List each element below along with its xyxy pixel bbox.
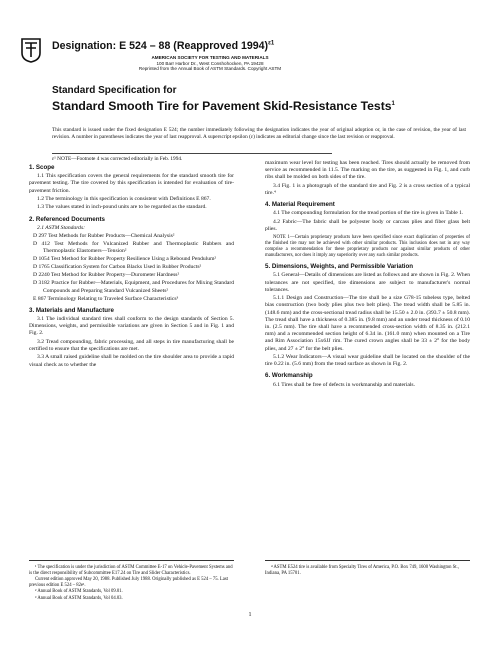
paragraph: maximum wear level for testing has been reached. Tires should actually be removed from service as recommended in 11.5. The marking on the tire, as suggested in Fig. 1, and curb ribs shall be molded on both sides of the tire. xyxy=(265,160,470,181)
paragraph: 1.1 This specification covers the general requirements for the standard smooth tire for pavement testing. The tire covered by this specification is intended for evaluation of tire-pavement friction. xyxy=(29,173,234,194)
publisher-block xyxy=(40,55,380,72)
astm-logo-icon xyxy=(20,37,42,63)
paragraph: 3.2 Tread compounding, fabric processing, and all steps in tire manufacturing shall be certified to ensure that the specifications are met. xyxy=(29,338,234,352)
paragraph: 1.2 The terminology in this specification is consistent with Definitions E 867. xyxy=(37,196,211,202)
reference-item: D 2240 Test Method for Rubber Property—Durometer Hardness² xyxy=(33,272,180,279)
paragraph: 5.1.2 Wear Indicators—A visual wear guideline shall be located on the shoulder of the tire 0.22 in. (5.6 mm) from the tread surface as shown in Fig. 2. xyxy=(265,354,470,368)
paragraph: 2.1 ASTM Standards: xyxy=(37,224,86,231)
publisher-address: 100 Barr Harbor Dr., West Conshohocken, PA 19428 xyxy=(156,60,264,66)
paragraph: 3.1 The individual standard tires shall conform to the design standards of Section 5. Dimensions, weights, and permissible variations are given in Section 5 and in Fig. 1 and Fig. 2. xyxy=(29,316,234,337)
left-column xyxy=(29,160,234,370)
intro-paragraph: This standard is issued under the fixed designation E 524; the number immediately following the designation indicates the year of original adoption or, in the case of revision, the year of last revision. A number in parentheses indicates the year of last reapproval. A superscript epsilon (ε) indicates an editorial change since the last revision or reapproval. xyxy=(52,127,466,140)
right-column xyxy=(265,160,470,390)
paragraph: 3.3 A small raised guideline shall be molded on the tire shoulder area to provide a rapid visual check as to whether the xyxy=(29,354,234,368)
footnote: ¹ The specification is under the jurisdiction of ASTM Committee E-17 on Vehicle-Pavement Systems and is the direct responsibility of Subcommittee E17.24 on Tire and Slider Characteristics. xyxy=(29,565,233,576)
section-heading-dimensions: 5. Dimensions, Weights, and Permissible Variation xyxy=(265,263,414,271)
footnote: ³ Annual Book of ASTM Standards, Vol 04.03. xyxy=(35,595,123,601)
publisher-reprint: Reprinted from the Annual Book of ASTM Standards. Copyright ASTM xyxy=(138,66,282,72)
intro-note: ε¹ NOTE—Footnote 4 was corrected editorially in Feb. 1994. xyxy=(52,153,332,163)
section-heading-workmanship: 6. Workmanship xyxy=(265,372,313,380)
reference-item: D 1765 Classification System for Carbon Blacks Used in Rubber Products² xyxy=(33,264,202,271)
reference-item: D 1054 Test Method for Rubber Property Resilience Using a Rebound Pendulum² xyxy=(33,256,217,263)
reference-item: E 867 Terminology Relating to Traveled Surface Characteristics³ xyxy=(33,295,179,302)
page-number: 1 xyxy=(248,612,252,618)
designation: Designation: E 524 – 88 (Reapproved 1994)$^{\varepsilon 1}$ xyxy=(52,40,275,52)
note: NOTE 1—Certain proprietary products have been specified since exact duplication of properties of the finished tire may not be achieved with other similar products. This inclusion does not in any way comprise a recommendation for these proprietary products nor against similar products of other manufacturers, nor does it imply any superiority over any such similar products. xyxy=(265,235,470,259)
footnote: ² Annual Book of ASTM Standards, Vol 09.01. xyxy=(35,589,123,595)
document-title xyxy=(52,85,395,113)
paragraph: 6.1 Tires shall be free of defects in workmanship and materials. xyxy=(273,381,415,388)
paragraph: 3.4 Fig. 1 is a photograph of the standard tire and Fig. 2 is a cross section of a typical tire.⁴ xyxy=(265,182,470,196)
title-line-1: Standard Specification for xyxy=(52,85,177,96)
paragraph: 5.1.1 Design and Construction—The tire shall be a size G78-15 tubeless type, belted bias construction (two body plies plus two belt plies). The tread width shall be 5.85 in. (148.6 mm) and the cross-sectional tread radius shall be 15.50 ± 2.0 in. (393.7 ± 50.8 mm). The tread shall have a thickness of 0.385 in. (9.8 mm) and an under tread thickness of 0.10 in. (2.5 mm). The tire shall have a recommended cross-section width of 8.35 in. (212.1 mm) and a recommended section height of 6.34 in. (161.0 mm) when mounted on a Tire and Rim Association 15x6JJ rim. The cured crown angles shall be 33 ± 2° for the body plies, and 27 ± 2° for the belt plies. xyxy=(265,295,470,352)
title-line-2: Standard Smooth Tire for Pavement Skid-Resistance Tests$^1$ xyxy=(52,99,395,114)
footnote: ⁴ ASTM E524 tire is available from Specialty Tires of America, P.O. Box 749, 1600 Washington St., Indiana, PA 15701. xyxy=(265,565,459,576)
section-heading-material-requirement: 4. Material Requirement xyxy=(265,201,335,209)
paragraph: 4.2 Fabric—The fabric shall be polyester body or carcass plies and fiber glass belt plies. xyxy=(265,218,470,232)
paragraph: 4.1 The compounding formulation for the tread portion of the tire is given in Table 1. xyxy=(273,210,464,217)
footnotes-left xyxy=(29,560,234,602)
reference-item: D 3182 Practice for Rubber—Materials, Equipment, and Procedures for Mixing Standard Compounds and Preparing Standard Vulcanized Sheets² xyxy=(33,280,234,294)
footnote: Current edition approved May 20, 1988. Published July 1988. Originally published as E 524 – 75. Last previous edition E 524 – 82e¹. xyxy=(29,577,228,588)
reference-item: D 412 Test Methods for Vulcanized Rubber and Thermoplastic Rubbers and Thermoplastic Elastomers—Tension² xyxy=(33,241,234,255)
section-heading-referenced-documents: 2. Referenced Documents xyxy=(29,215,105,223)
publisher-name: AMERICAN SOCIETY FOR TESTING AND MATERIALS xyxy=(151,55,269,60)
section-heading-materials: 3. Materials and Manufacture xyxy=(29,306,114,314)
reference-item: D 297 Test Methods for Rubber Products—Chemical Analysis² xyxy=(33,233,175,240)
footnotes-right xyxy=(265,560,470,577)
section-heading-scope: 1. Scope xyxy=(29,164,55,171)
paragraph: 1.3 The values stated in inch-pound units are to be regarded as the standard. xyxy=(37,204,207,211)
paragraph: 5.1 General—Details of dimensions are listed as follows and are shown in Fig. 2. When tolerances are not specified, tire dimensions are subject to manufacturer's normal tolerances. xyxy=(265,272,470,293)
